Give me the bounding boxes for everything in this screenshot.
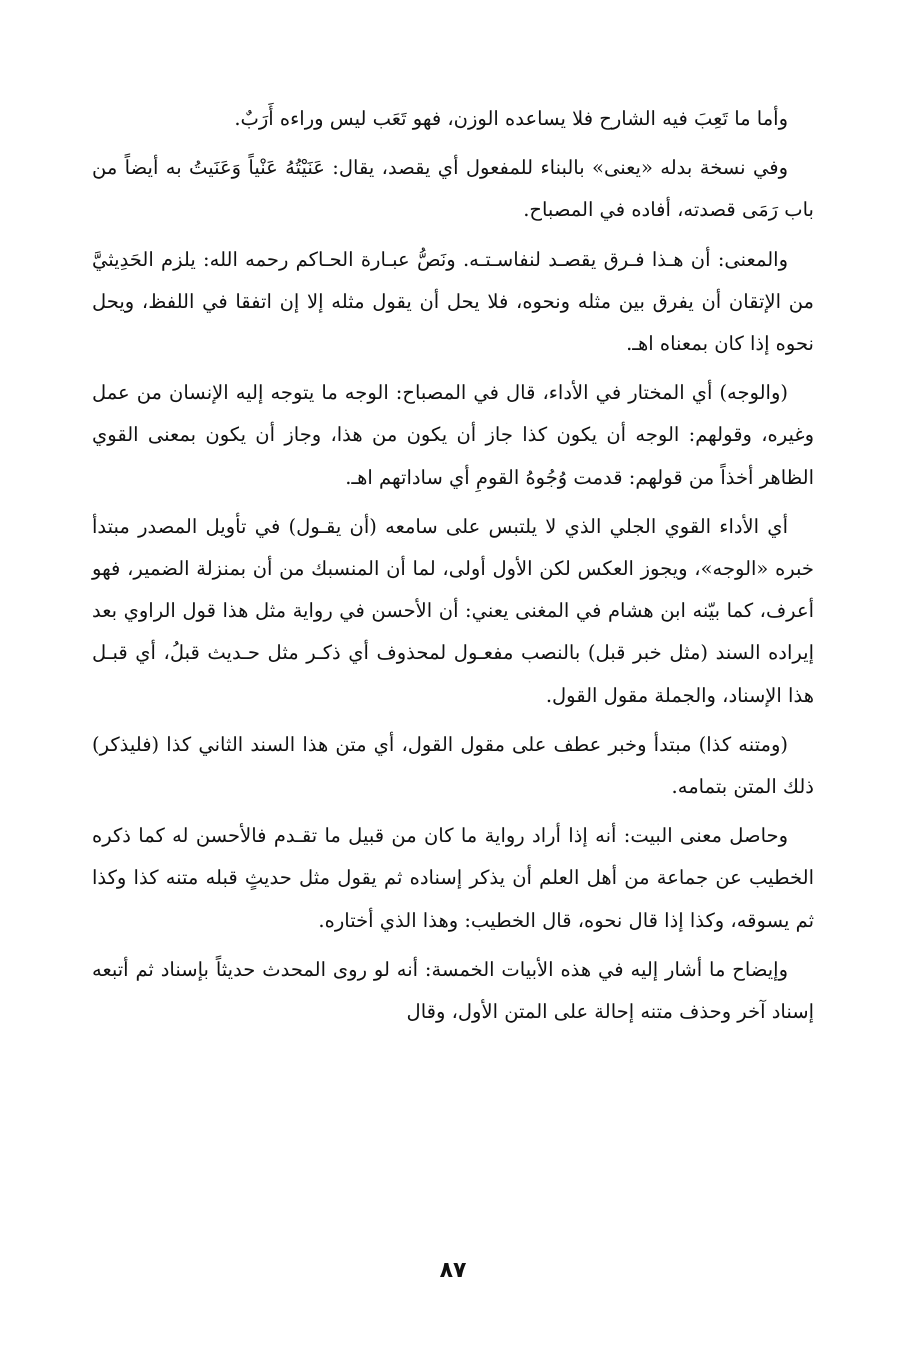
paragraph-3: والمعنى: أن هـذا فـرق يقصـد لنفاسـتـه. ونَصُّ عبـارة الحـاكم رحمه الله: يلزم الحَدِيثيَّ من الإتقان أن يفرق بين مثله ونحوه، فلا يحل أن يقول مثله إلا إن اتفقا في اللفظ، ويحل نحوه إذا كان بمعناه اهـ. — [92, 247, 814, 356]
paragraph-8: وإيضاح ما أشار إليه في هذه الأبيات الخمسة: أنه لو روى المحدث حديثاً بإسناد ثم أتبعه إسناد آخر وحذف متنه إحالة على المتن الأول، وقال — [92, 957, 814, 1024]
paragraph-4: (والوجه) أي المختار في الأداء، قال في المصباح: الوجه ما يتوجه إليه الإنسان من عمل وغيره، وقولهم: الوجه أن يكون كذا جاز أن يكون من هذا، وجاز أن يكون بمعنى القوي الظاهر أخذاً من قولهم: قدمت وُجُوهُ القومِ أي ساداتهم اهـ. — [92, 381, 814, 489]
paragraph-6: (ومتنه كذا) مبتدأ وخبر عطف على مقول القول، أي متن هذا السند الثاني كذا (فليذكر) ذلك المتن بتمامه. — [92, 732, 814, 799]
paragraph-7: وحاصل معنى البيت: أنه إذا أراد رواية ما كان من قبيل ما تقـدم فالأحسن له كما ذكره الخطيب عن جماعة من أهل العلم أن يذكر إسناده ثم يقول مثل حديثٍ قبله متنه كذا وكذا ثم يسوقه، وكذا إذا قال نحوه، قال الخطيب: وهذا الذي أختاره. — [92, 824, 814, 932]
paragraph-2: وفي نسخة بدله «يعنى» بالبناء للمفعول أي يقصد، يقال: عَنَيْتُهُ عَنْياً وَعَنَيتُ به أيضاً من باب رَمَى قصدته، أفاده في المصباح. — [92, 156, 814, 222]
paragraph-1: وأما ما تَعِبَ فيه الشارح فلا يساعده الوزن، فهو تَعَب ليس وراءه أَرَبٌ. — [234, 107, 788, 130]
paragraph-5: أي الأداء القوي الجلي الذي لا يلتبس على سامعه (أن يقـول) في تأويل المصدر مبتدأ خبره «الوجه»، ويجوز العكس لكن الأول أولى، لما أن المنسبك من أن بمنزلة الضمير، فهو أعرف، كما بيّنه ابن هشام في المغنى يعني: أن الأحسن في رواية مثل هذا قول الراوي بعد إيراده السند (مثل خبر قبل) بالنصب مفعـول لمحذوف أي ذكـر مثل حـديث قبلُ، أي قبـل هذا الإسناد، والجملة مقول القول. — [92, 514, 814, 707]
page-body — [92, 98, 814, 1033]
page-number: ٨٧ — [439, 1258, 467, 1283]
